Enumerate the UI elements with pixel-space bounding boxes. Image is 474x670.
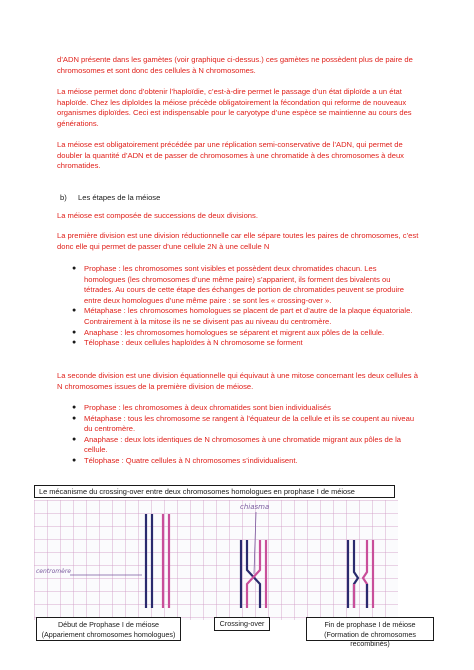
chromosome-pair-left [146,514,169,608]
paragraph-gametes: d’ADN présente dans les gamètes (voir graphique ci-dessus.) ces gamètes ne possèdent plus de paire de chromosomes et sont donc des cellules à N chromosomes. [57,55,413,75]
list-item: ● Métaphase : les chromosomes homologues se placent de part et d’autre de la plaque équatoriale. Contrairement à la mitose ils ne se divisent pas au niveau du centromère. [72,306,413,326]
bullet-icon: ● [72,435,77,443]
list-item: ● Anaphase : les chromosomes homologues se séparent et migrent aux pôles de la cellule. [72,327,385,337]
crossing-over-figure [34,500,398,620]
paragraph-replication: La méiose est obligatoirement précédée par une réplication semi-conservative de l’ADN, qui permet de doubler la quantité d’ADN et de passer de chromosomes à une chromatide à des chromosomes à deux chromatides. [57,140,404,171]
centromere-label: centromère [36,568,71,575]
caption-right: Fin de prophase I de méiose (Formation de chromosomes recombinés) [306,617,434,641]
caption-left: Début de Prophase I de méiose (Appariement chromosomes homologues) [36,617,181,641]
bullet-icon: ● [72,456,77,464]
list-item: ● Métaphase : tous les chromosome se rangent à l’équateur de la cellule et ils se coupent au niveau du centromère. [72,413,415,434]
chiasma-pointer [254,512,256,574]
list-item: ● Prophase : les chromosomes sont visibles et possèdent deux chromatides chacun. Les homologues (les chromosomes d’une même paire) s’apparient, ils forment des bivalents ou tétrades. Au cours de cette étape des échanges de portion de chromatides peuvent se produire entre deux homologues d’une même paire : se sont les « crossing-over ». [72,264,404,305]
bullet-icon: ● [72,404,77,411]
chromosome-pair-middle [241,540,266,608]
section-letter: b) [60,193,67,202]
caption-middle: Crossing-over [214,617,270,631]
second-division-list [57,403,419,467]
figure-title: Le mécanisme du crossing-over entre deux chromosomes homologues en prophase I de méiose [34,485,395,498]
bullet-icon: ● [72,307,77,315]
bullet-icon: ● [72,414,77,422]
chromosome-pair-right [348,540,373,608]
list-item: ● Anaphase : deux lots identiques de N chromosomes à une chromatide migrant aux pôles de la cellule. [72,434,402,455]
paragraph-first-division: La première division est une division réductionnelle car elle sépare toutes les paires de chromosomes, c’est donc elle qui permet de passer d’une cellule 2N à une cellule N [57,231,419,251]
bullet-icon: ● [72,265,77,272]
chiasma-label: chiasma [240,503,270,511]
bullet-icon: ● [72,339,77,347]
list-item: ● Prophase : les chromosomes à deux chromatides sont bien individualisés [72,403,331,412]
paragraph-two-divisions: La méiose est composée de successions de deux divisions. [57,211,258,220]
bullet-icon: ● [72,328,77,336]
first-division-list [57,264,419,349]
list-item: ● Télophase : Quatre cellules à N chromosomes s’individualisent. [72,455,298,465]
section-heading [60,193,160,204]
paragraph-second-division: La seconde division est une division équationnelle qui équivaut à une mitose concernant les deux cellules à N chromosomes issues de la première division de méiose. [57,371,418,391]
paragraph-haploidie: La méiose permet donc d’obtenir l’haploïdie, c’est-à-dire permet le passage d’un état diploïde a un état haploïde. Chez les diploïdes la méiose précède obligatoirement la fécondation qui reforme de nouveaux organismes diploïdes. Ceci est indispensable pour le caryotype d’une espèce se maintienne au cours des générations. [57,87,412,128]
section-title: Les étapes de la méiose [78,193,161,202]
chromosome-drawing [34,500,398,620]
list-item: ● Télophase : deux cellules haploïdes à N chromosome se forment [72,338,303,348]
